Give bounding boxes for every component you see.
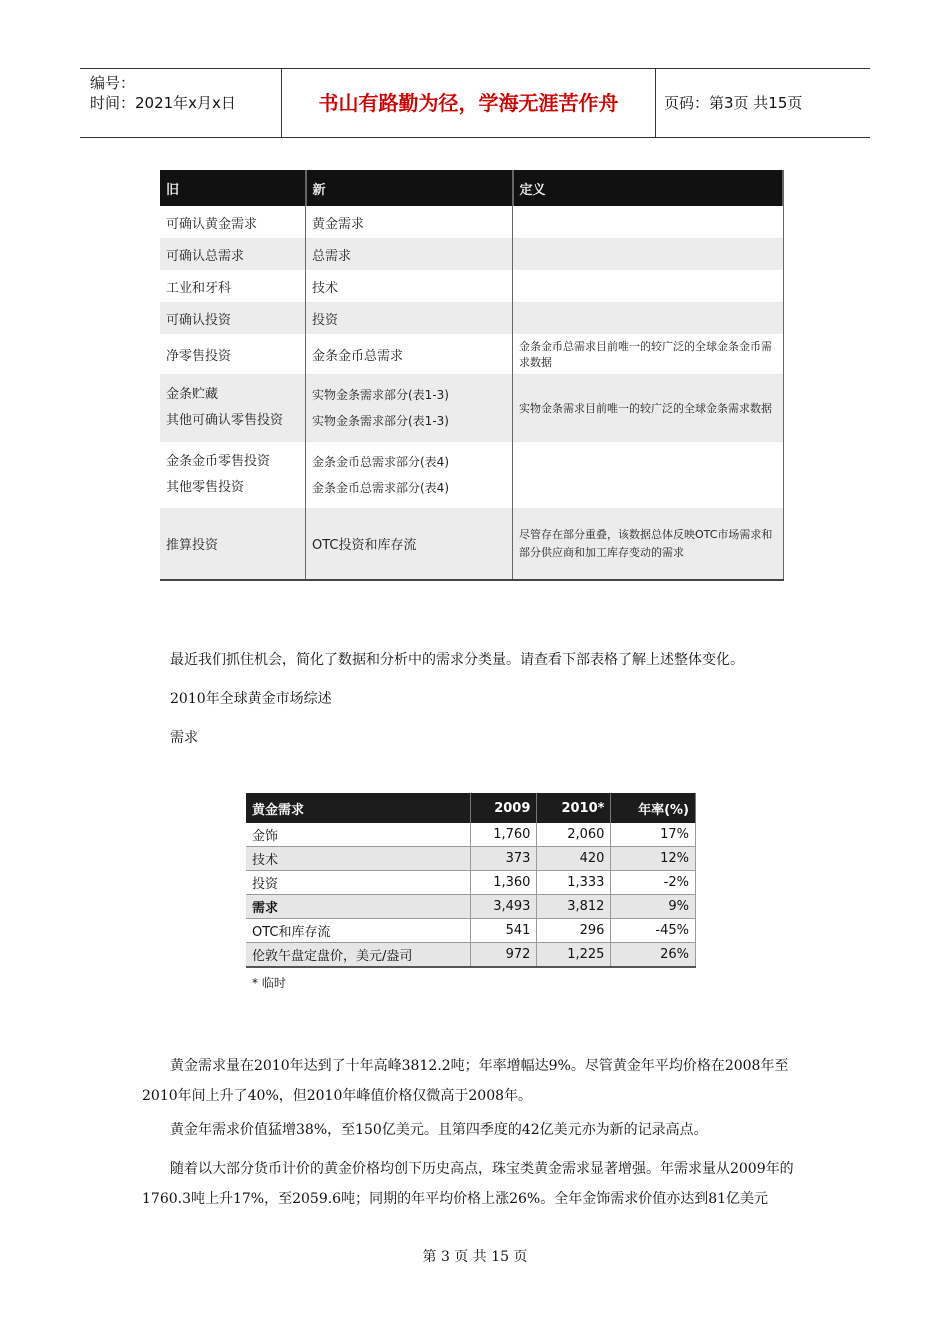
category-cell: 投资: [246, 871, 471, 895]
def-cell: [513, 206, 784, 238]
def-cell: [513, 270, 784, 302]
table-row: [246, 919, 696, 943]
header-page-info: 页码：第3页 共15页: [664, 94, 803, 112]
category-cell: 技术: [246, 847, 471, 871]
new-line: 金条金币总需求部分(表4): [312, 455, 449, 469]
value-2009-cell: 972: [471, 943, 537, 968]
table-row: [160, 270, 783, 302]
header-yoy: 年率(%): [611, 793, 696, 823]
old-cell: 工业和牙科: [160, 270, 306, 302]
def-cell: 实物金条需求目前唯一的较广泛的全球金条需求数据: [513, 374, 784, 442]
new-cell: 金条金币总需求: [306, 334, 513, 374]
header-old: 旧: [160, 170, 306, 206]
gold-demand-table: [246, 793, 696, 968]
old-cell: [160, 442, 306, 508]
yoy-cell: 9%: [611, 895, 696, 919]
def-cell: [513, 302, 784, 334]
def-cell: 尽管存在部分重叠，该数据总体反映OTC市场需求和部分供应商和加工库存变动的需求: [513, 508, 784, 580]
value-2009-cell: 541: [471, 919, 537, 943]
def-cell: [513, 442, 784, 508]
old-line: 其他零售投资: [166, 480, 245, 495]
new-line: 实物金条需求部分(表1-3): [312, 388, 449, 402]
yoy-cell: 12%: [611, 847, 696, 871]
value-2010-cell: 3,812: [537, 895, 611, 919]
header-motto: 书山有路勤为径，学海无涯苦作舟: [282, 69, 656, 137]
table-row: [246, 895, 696, 919]
value-2009-cell: 1,760: [471, 823, 537, 847]
old-cell: 推算投资: [160, 508, 306, 580]
table-row: [246, 871, 696, 895]
new-line: 实物金条需求部分(表1-3): [312, 414, 449, 428]
new-cell: 总需求: [306, 238, 513, 270]
yoy-cell: 17%: [611, 823, 696, 847]
table-row: [160, 334, 783, 374]
body-paragraph: 随着以大部分货币计价的黄金价格均创下历史高点，珠宝类黄金需求显著增强。年需求量从2009年的1760.3吨上升17%，至2059.6吨；同期的年平均价格上涨26%。全年金饰需求价值亦达到81亿美元: [142, 1161, 794, 1207]
category-cell: 需求: [246, 895, 471, 919]
value-2009-cell: 3,493: [471, 895, 537, 919]
page-footer: 第 3 页 共 15 页: [422, 1249, 528, 1265]
old-cell: 可确认投资: [160, 302, 306, 334]
new-cell: OTC投资和库存流: [306, 508, 513, 580]
number-label: 编号：: [90, 74, 136, 92]
value-2010-cell: 2,060: [537, 823, 611, 847]
new-cell: 投资: [306, 302, 513, 334]
old-cell: [160, 374, 306, 442]
body-paragraph: 黄金需求量在2010年达到了十年高峰3812.2吨；年率增幅达9%。尽管黄金年平均价格在2008年至2010年间上升了40%，但2010年峰值价格仅微高于2008年。: [142, 1058, 789, 1104]
subsection-title: 需求: [170, 730, 198, 746]
header-meta: [80, 69, 282, 137]
value-2010-cell: 1,333: [537, 871, 611, 895]
new-cell: [306, 442, 513, 508]
table-row: [160, 374, 783, 442]
category-cell: 金饰: [246, 823, 471, 847]
table-footnote: * 临时: [252, 976, 286, 990]
table-header-row: [160, 170, 783, 206]
classification-table: [160, 170, 784, 581]
value-2010-cell: 420: [537, 847, 611, 871]
new-line: 金条金币总需求部分(表4): [312, 481, 449, 495]
table-row: [160, 302, 783, 334]
time-label: 时间：2021年x月x日: [90, 94, 236, 112]
table-row: [246, 943, 696, 968]
table-header-row: [246, 793, 696, 823]
yoy-cell: -2%: [611, 871, 696, 895]
yoy-cell: 26%: [611, 943, 696, 968]
body-paragraph: 黄金年需求价值猛增38%，至150亿美元。且第四季度的42亿美元亦为新的记录高点。: [170, 1122, 708, 1138]
section-title: 2010年全球黄金市场综述: [170, 691, 332, 707]
old-line: 金条贮藏: [166, 387, 219, 402]
new-cell: [306, 374, 513, 442]
page-header: [80, 68, 870, 138]
old-cell: 可确认总需求: [160, 238, 306, 270]
header-new: 新: [306, 170, 513, 206]
table-row: [160, 206, 783, 238]
table-row: [160, 442, 783, 508]
header-category: 黄金需求: [246, 793, 471, 823]
old-line: 其他可确认零售投资: [166, 413, 284, 428]
def-cell: 金条金币总需求目前唯一的较广泛的全球金条金币需求数据: [513, 334, 784, 374]
table-row: [246, 847, 696, 871]
old-cell: 可确认黄金需求: [160, 206, 306, 238]
header-definition: 定义: [513, 170, 784, 206]
table-row: [246, 823, 696, 847]
old-line: 金条金币零售投资: [166, 454, 271, 469]
def-cell: [513, 238, 784, 270]
value-2009-cell: 373: [471, 847, 537, 871]
value-2010-cell: 296: [537, 919, 611, 943]
value-2010-cell: 1,225: [537, 943, 611, 968]
header-2009: 2009: [471, 793, 537, 823]
category-cell: OTC和库存流: [246, 919, 471, 943]
table-row: [160, 508, 783, 580]
header-2010: 2010*: [537, 793, 611, 823]
new-cell: 黄金需求: [306, 206, 513, 238]
old-cell: 净零售投资: [160, 334, 306, 374]
table-row: [160, 238, 783, 270]
yoy-cell: -45%: [611, 919, 696, 943]
category-cell: 伦敦午盘定盘价，美元/盎司: [246, 943, 471, 968]
new-cell: 技术: [306, 270, 513, 302]
intro-paragraph: 最近我们抓住机会，简化了数据和分析中的需求分类量。请查看下部表格了解上述整体变化。: [170, 652, 744, 668]
value-2009-cell: 1,360: [471, 871, 537, 895]
